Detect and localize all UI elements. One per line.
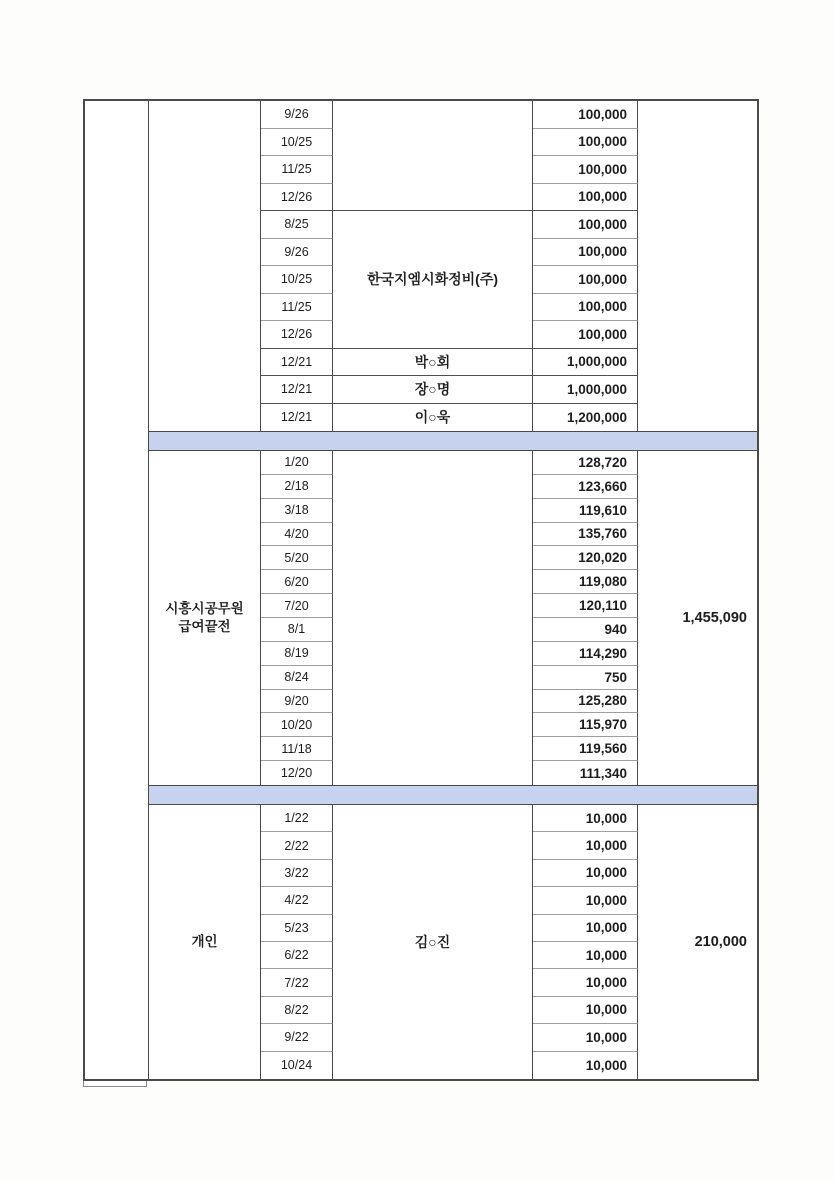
date-cell: 11/25 (261, 294, 333, 322)
date-cell: 4/20 (261, 523, 333, 547)
date-cell: 1/22 (261, 805, 333, 832)
page-break-cell-artifact (83, 1081, 147, 1087)
date-cell: 12/26 (261, 184, 333, 212)
date-cell: 12/21 (261, 349, 333, 377)
amount-cell: 119,610 (533, 499, 638, 523)
date-cell: 9/26 (261, 239, 333, 267)
date-cell: 7/20 (261, 594, 333, 618)
date-cell: 9/20 (261, 690, 333, 714)
date-cell: 8/19 (261, 642, 333, 666)
amount-cell: 10,000 (533, 805, 638, 832)
category-cell (149, 451, 261, 785)
name-cell: 김○진 (333, 805, 533, 1079)
amount-cell: 100,000 (533, 266, 638, 294)
amount-cell: 135,760 (533, 523, 638, 547)
amount-cell: 750 (533, 666, 638, 690)
date-cell: 2/18 (261, 475, 333, 499)
total-cell (638, 101, 757, 431)
donation-ledger-table (83, 99, 759, 1081)
amount-cell: 128,720 (533, 451, 638, 475)
amount-cell: 10,000 (533, 832, 638, 859)
section-divider-band (149, 785, 757, 805)
date-cell: 12/21 (261, 376, 333, 404)
amount-cell: 10,000 (533, 915, 638, 942)
date-cell: 10/20 (261, 713, 333, 737)
section-divider-band (149, 431, 757, 451)
amount-cell: 100,000 (533, 211, 638, 239)
date-cell: 9/26 (261, 101, 333, 129)
date-cell: 6/20 (261, 570, 333, 594)
amount-cell: 111,340 (533, 761, 638, 785)
date-cell: 2/22 (261, 832, 333, 859)
amount-cell: 120,020 (533, 546, 638, 570)
amount-cell: 1,000,000 (533, 349, 638, 377)
name-cell: 한국지엠시화정비(주) (333, 211, 533, 349)
date-cell: 5/23 (261, 915, 333, 942)
date-cell: 8/25 (261, 211, 333, 239)
amount-cell: 123,660 (533, 475, 638, 499)
date-cell: 8/24 (261, 666, 333, 690)
amount-cell: 100,000 (533, 321, 638, 349)
date-cell: 12/21 (261, 404, 333, 432)
category-cell (149, 101, 261, 431)
amount-cell: 115,970 (533, 713, 638, 737)
name-cell: 이○욱 (333, 404, 533, 432)
amount-cell: 10,000 (533, 860, 638, 887)
amount-cell: 10,000 (533, 942, 638, 969)
date-cell: 11/18 (261, 737, 333, 761)
amount-cell: 10,000 (533, 969, 638, 996)
amount-cell: 114,290 (533, 642, 638, 666)
date-cell: 12/26 (261, 321, 333, 349)
category-label-line2: 급여끝전 (178, 619, 231, 634)
date-cell: 1/20 (261, 451, 333, 475)
left-spacer-column (85, 101, 149, 1079)
date-cell: 7/22 (261, 969, 333, 996)
date-cell: 10/25 (261, 129, 333, 157)
date-cell: 8/22 (261, 997, 333, 1024)
name-cell (333, 451, 533, 785)
category-cell: 개인 (149, 805, 261, 1079)
amount-cell: 940 (533, 618, 638, 642)
date-cell: 3/22 (261, 860, 333, 887)
amount-cell: 1,200,000 (533, 404, 638, 432)
amount-cell: 119,080 (533, 570, 638, 594)
amount-cell: 1,000,000 (533, 376, 638, 404)
date-cell: 9/22 (261, 1024, 333, 1051)
amount-cell: 10,000 (533, 1024, 638, 1051)
date-cell: 12/20 (261, 761, 333, 785)
date-cell: 6/22 (261, 942, 333, 969)
ledger-section-1 (149, 101, 757, 431)
amount-cell: 100,000 (533, 239, 638, 267)
amount-cell: 119,560 (533, 737, 638, 761)
date-cell: 8/1 (261, 618, 333, 642)
ledger-content (149, 101, 757, 1079)
date-cell: 10/25 (261, 266, 333, 294)
name-cell: 장○명 (333, 376, 533, 404)
amount-cell: 125,280 (533, 690, 638, 714)
amount-cell: 10,000 (533, 997, 638, 1024)
amount-cell: 10,000 (533, 887, 638, 914)
date-cell: 3/18 (261, 499, 333, 523)
name-cell: 박○회 (333, 349, 533, 377)
amount-cell: 120,110 (533, 594, 638, 618)
date-cell: 10/24 (261, 1052, 333, 1079)
ledger-section-2 (149, 451, 757, 785)
amount-cell: 10,000 (533, 1052, 638, 1079)
total-cell: 1,455,090 (682, 610, 747, 626)
date-cell: 4/22 (261, 887, 333, 914)
date-cell: 5/20 (261, 546, 333, 570)
amount-cell: 100,000 (533, 294, 638, 322)
amount-cell: 100,000 (533, 184, 638, 212)
date-cell: 11/25 (261, 156, 333, 184)
category-label-line1: 시흥시공무원 (165, 600, 244, 616)
amount-cell: 100,000 (533, 129, 638, 157)
ledger-section-3 (149, 805, 757, 1079)
amount-cell: 100,000 (533, 101, 638, 129)
name-cell (333, 101, 533, 211)
amount-cell: 100,000 (533, 156, 638, 184)
total-cell: 210,000 (694, 933, 747, 950)
